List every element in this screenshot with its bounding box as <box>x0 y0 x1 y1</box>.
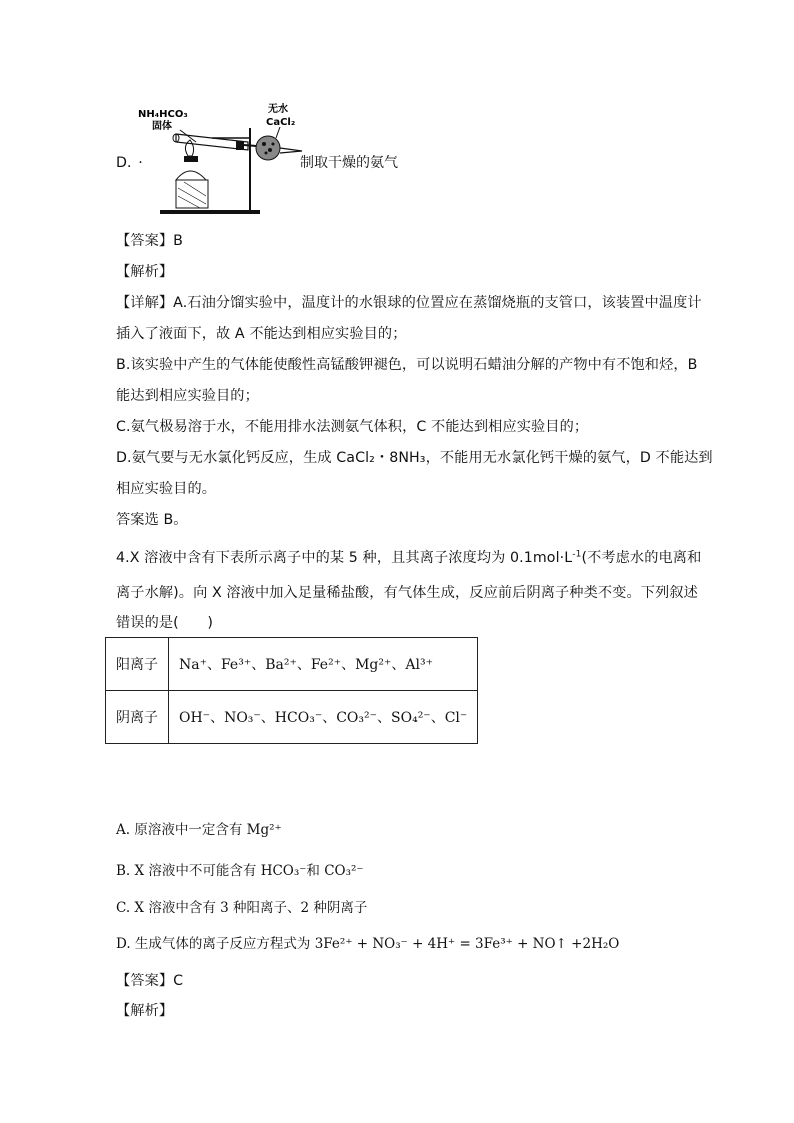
fig-label-cacl2: CaCl₂ <box>266 117 296 128</box>
ammonia-apparatus-figure <box>130 100 320 218</box>
q4-answer: 【答案】C <box>116 973 184 989</box>
q3-analysis-label: 【解析】 <box>116 264 174 280</box>
q3-detail-line: 答案选 B。 <box>116 512 188 528</box>
q4-option-d: D. 生成气体的离子反应方程式为 3Fe²⁺ + NO₃⁻ + 4H⁺ = 3Fe³⁺ + NO↑ +2H₂O <box>116 936 620 952</box>
q3-detail-line: 【详解】A.石油分馏实验中，温度计的水银球的位置应在蒸馏烧瓶的支管口，该装置中温度计 <box>116 295 702 311</box>
option-d-caption: 制取干燥的氨气 <box>300 155 398 171</box>
anion-list: OH⁻、NO₃⁻、HCO₃⁻、CO₃²⁻、SO₄²⁻、Cl⁻ <box>169 691 478 744</box>
q3-detail-line: B.该实验中产生的气体能使酸性高锰酸钾褪色，可以说明石蜡油分解的产物中有不饱和烃，B <box>116 357 698 373</box>
table-row <box>106 691 478 744</box>
q3-detail-line: 相应实验目的。 <box>116 481 217 497</box>
q4-option-c: C. X 溶液中含有 3 种阳离子、2 种阴离子 <box>116 900 368 916</box>
q3-detail-line: 能达到相应实验目的； <box>116 388 259 404</box>
q3-detail-line: 插入了液面下，故 A 不能达到相应实验目的； <box>116 326 407 342</box>
q4-stem-line-1: 4.X 溶液中含有下表所示离子中的某 5 种，且其离子浓度均为 $0.1mol\cdot L^{-1}$(不考虑水的电离和 <box>116 549 702 566</box>
q4-analysis-label: 【解析】 <box>116 1003 174 1019</box>
cation-header: 阳离子 <box>106 638 169 691</box>
q4-option-b: B. X 溶液中不可能含有 HCO₃⁻和 CO₃²⁻ <box>116 863 364 879</box>
q3-detail-line: C.氨气极易溶于水，不能用排水法测氨气体积，C 不能达到相应实验目的； <box>116 419 589 435</box>
option-d-prefix: D． · <box>116 155 143 171</box>
fig-label-solid: 固体 <box>152 121 172 132</box>
q3-detail-line: D.氨气要与无水氯化钙反应，生成 CaCl₂・8NH₃，不能用无水氯化钙干燥的氨气，D 不能达到 <box>116 450 713 466</box>
ion-table <box>105 637 478 744</box>
fig-label-nh4hco3: NH₄HCO₃ <box>138 109 188 120</box>
anion-header: 阴离子 <box>106 691 169 744</box>
q4-option-a: A. 原溶液中一定含有 Mg²⁺ <box>116 822 282 838</box>
cation-list: Na⁺、Fe³⁺、Ba²⁺、Fe²⁺、Mg²⁺、Al³⁺ <box>169 638 478 691</box>
table-row <box>106 638 478 691</box>
q3-answer: 【答案】B <box>116 233 183 249</box>
q4-stem-line-2: 离子水解)。向 X 溶液中加入足量稀盐酸，有气体生成，反应前后阴离子种类不变。下列叙述 <box>116 585 698 601</box>
fig-label-anhydrous: 无水 <box>268 104 288 115</box>
q4-stem-line-3: 错误的是( ) <box>116 615 213 631</box>
